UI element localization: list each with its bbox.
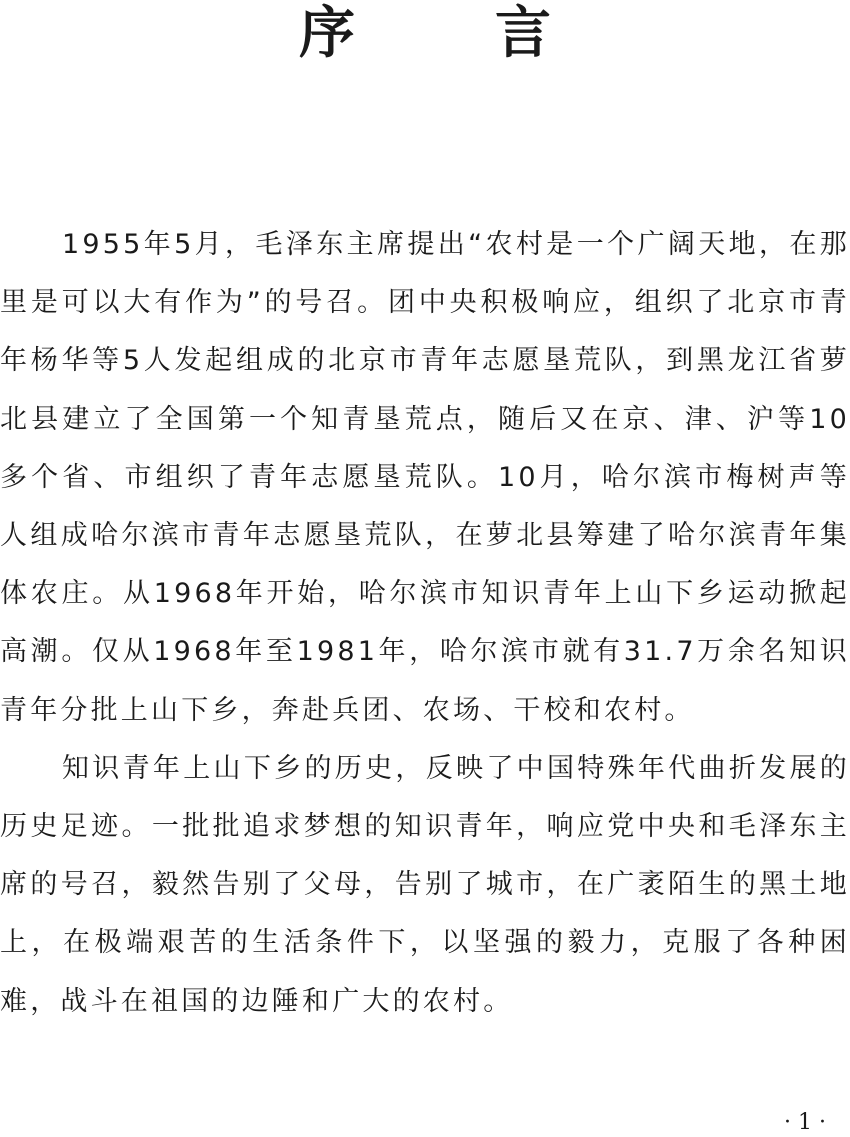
page-title: 序 言 [299, 0, 593, 66]
page-number: · 1 · [784, 1110, 826, 1135]
body-text [0, 216, 850, 1031]
paragraph-2: 知识青年上山下乡的历史，反映了中国特殊年代曲折发展的历史足迹。一批批追求梦想的知识青年，响应党中央和毛泽东主席的号召，毅然告别了父母，告别了城市，在广袤陌生的黑土地上，在极端艰苦的生活条件下，以坚强的毅力，克服了各种困难，战斗在祖国的边陲和广大的农村。 [0, 752, 850, 1017]
paragraph-1: 1955年5月，毛泽东主席提出“农村是一个广阔天地，在那里是可以大有作为”的号召。团中央积极响应，组织了北京市青年杨华等5人发起组成的北京市青年志愿垦荒队，到黑龙江省萝北县建立了全国第一个知青垦荒点，随后又在京、津、沪等10多个省、市组织了青年志愿垦荒队。10月，哈尔滨市梅树声等人组成哈尔滨市青年志愿垦荒队，在萝北县筹建了哈尔滨青年集体农庄。从1968年开始，哈尔滨市知识青年上山下乡运动掀起高潮。仅从1968年至1981年，哈尔滨市就有31.7万余名知识青年分批上山下乡，奔赴兵团、农场、干校和农村。 [0, 229, 850, 726]
